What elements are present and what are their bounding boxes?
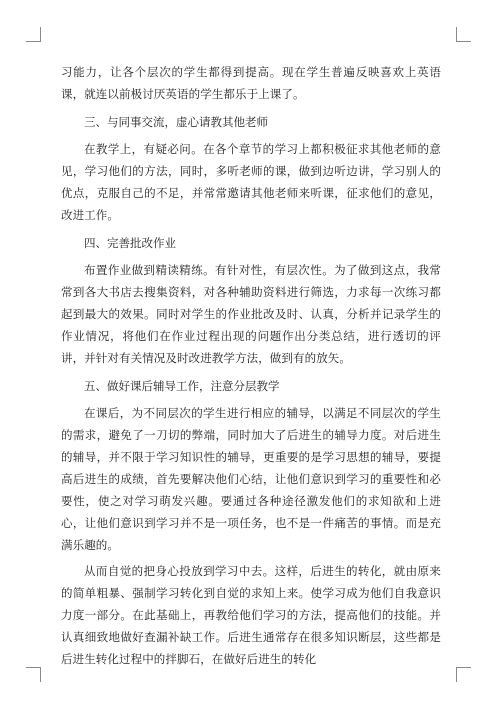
section-heading-4: 四、完善批改作业 bbox=[84, 236, 176, 250]
paragraph-1: 习能力，让各个层次的学生都得到提高。现在学生普遍反映喜欢上英语课，就连以前极讨厌英语的学生都乐于上课了。 bbox=[61, 65, 441, 101]
crop-mark-top-left bbox=[26, 27, 41, 42]
crop-mark-bottom-left bbox=[26, 667, 41, 682]
paragraph-4: 在课后，为不同层次的学生进行相应的辅导，以满足不同层次的学生的需求，避免了一刀切的弊端，同时加大了后进生的辅导力度。对后进生的辅导，并不限于学习知识性的辅导，更重要的是学习思想的辅导，要提高后进生的成绩，首先要解决他们心结，让他们意识到学习的重要性和必要性，使之对学习萌发兴趣。要通过各种途径激发他们的求知欲和上进心，让他们意识到学习并不是一项任务，也不是一件痛苦的事情。而是充满乐趣的。 bbox=[61, 406, 441, 552]
paragraph-2: 在教学上，有疑必问。在各个章节的学习上都积极征求其他老师的意见，学习他们的方法，同时，多听老师的课，做到边听边讲，学习别人的优点，克服自己的不足，并常常邀请其他老师来听课，征求他们的意见，改进工作。 bbox=[61, 142, 441, 222]
crop-mark-bottom-right bbox=[456, 667, 471, 682]
crop-mark-top-right bbox=[456, 27, 471, 42]
paragraph-5: 从而自觉的把身心投放到学习中去。这样，后进生的转化，就由原来的简单粗暴、强制学习转化到自觉的求知上来。使学习成为他们自我意识力度一部分。在此基础上，再教给他们学习的方法，提高他们的技能。并认真细致地做好查漏补缺工作。后进生通常存在很多知识断层，这些都是后进生转化过程中的拌脚石，在做好后进生的转化 bbox=[61, 564, 441, 666]
document-body bbox=[61, 61, 441, 670]
section-heading-3: 三、与同事交流，虚心请教其他老师 bbox=[84, 115, 268, 129]
section-heading-5: 五、做好课后辅导工作，注意分层教学 bbox=[84, 379, 280, 393]
paragraph-3: 布置作业做到精读精练。有针对性，有层次性。为了做到这点，我常常到各大书店去搜集资料，对各种辅助资料进行筛选，力求每一次练习都起到最大的效果。同时对学生的作业批改及时、认真，分析并记录学生的作业情况，将他们在作业过程出现的问题作出分类总结，进行透切的评讲，并针对有关情况及时改进教学方法，做到有的放矢。 bbox=[61, 263, 441, 365]
